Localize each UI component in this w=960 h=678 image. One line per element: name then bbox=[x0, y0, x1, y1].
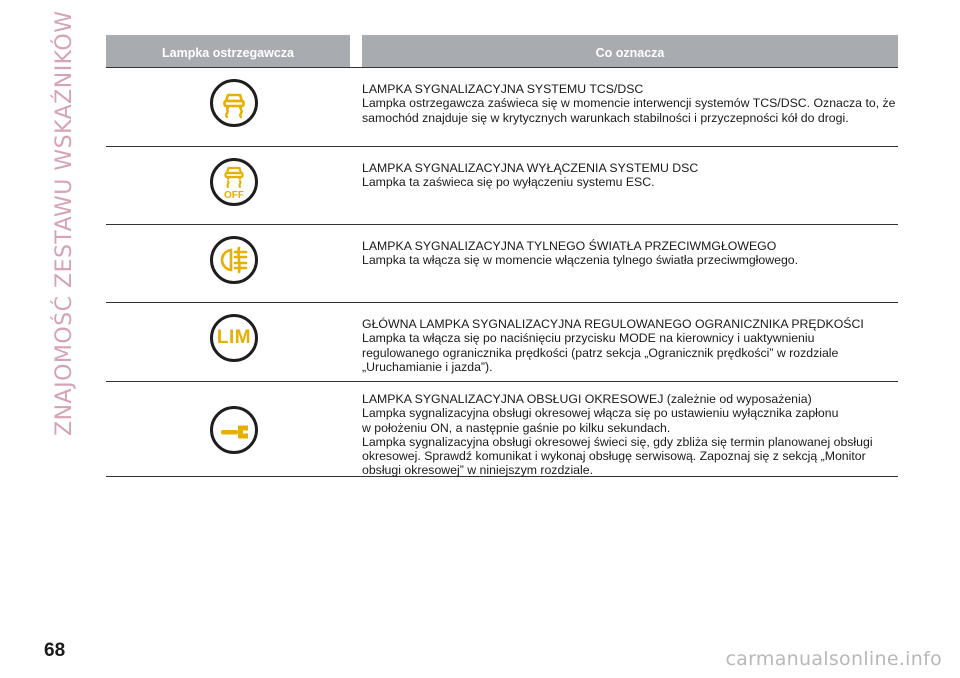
table-row bbox=[106, 224, 898, 302]
dsc-off-icon bbox=[210, 158, 258, 206]
meaning-text: LAMPKA SYGNALIZACYJNA TYLNEGO ŚWIATŁA PRZECIWMGŁOWEGO Lampka ta włącza się w momencie włączenia tylnego światła przeciwmgłowego. bbox=[362, 239, 799, 268]
meaning-cell bbox=[362, 303, 898, 381]
service-wrench-icon bbox=[210, 406, 258, 454]
header-warning-light: Lampka ostrzegawcza bbox=[106, 35, 350, 67]
table-row bbox=[106, 67, 898, 146]
meaning-text: LAMPKA SYGNALIZACYJNA WYŁĄCZENIA SYSTEMU DSC Lampka ta zaświeca się po wyłączeniu systemu ESC. bbox=[362, 161, 699, 190]
icon-cell bbox=[106, 382, 362, 476]
table-row bbox=[106, 381, 898, 477]
off-label: OFF bbox=[224, 190, 244, 201]
warning-lights-table bbox=[106, 35, 898, 477]
table-row bbox=[106, 146, 898, 224]
meaning-cell bbox=[362, 68, 898, 146]
watermark: carmanualsonline.info bbox=[725, 648, 942, 670]
rear-fog-light-icon bbox=[210, 236, 258, 284]
table-header bbox=[106, 35, 898, 67]
header-meaning: Co oznacza bbox=[362, 35, 898, 67]
chapter-side-title: ZNAJOMOŚĆ ZESTAWU WSKAŹNIKÓW bbox=[52, 10, 77, 436]
meaning-text: LAMPKA SYGNALIZACYJNA OBSŁUGI OKRESOWEJ (zależnie od wyposażenia) Lampka sygnalizacyjna obsługi okresowej włącza się po ustawieniu wyłącznika zapłonu w położeniu ON, a następnie gaśnie po kilku sekundach. Lampka sygnalizacyjna obsługi okresowej świeci się, gdy zbliża się termin planowanej obsługi okresowej. Sprawdź komunikat i wykonaj obsługę serwisową. Zapoznaj się z sekcją „Monitor obsługi okresowej” w niniejszym rozdziale. bbox=[362, 392, 873, 478]
speed-limiter-icon bbox=[210, 314, 258, 362]
meaning-cell bbox=[362, 147, 898, 224]
icon-cell bbox=[106, 225, 362, 302]
page-number: 68 bbox=[44, 640, 66, 661]
icon-cell bbox=[106, 147, 362, 224]
meaning-text: GŁÓWNA LAMPKA SYGNALIZACYJNA REGULOWANEGO OGRANICZNIKA PRĘDKOŚCI Lampka ta włącza się po naciśnięciu przycisku MODE na kierownicy i uaktywnieniu regulowanego ogranicznika prędkości (patrz sekcja „Ogranicznik prędkości” w rozdziale „Uruchamianie i jazda”). bbox=[362, 317, 864, 374]
meaning-cell bbox=[362, 382, 898, 476]
table-row bbox=[106, 302, 898, 381]
icon-cell bbox=[106, 68, 362, 146]
icon-cell bbox=[106, 303, 362, 381]
meaning-text: LAMPKA SYGNALIZACYJNA SYSTEMU TCS/DSC Lampka ostrzegawcza zaświeca się w momencie interwencji systemów TCS/DSC. Oznacza to, że samochód znajduje się w krytycznych warunkach stabilności i przyczepności kół do drogi. bbox=[362, 82, 896, 125]
meaning-cell bbox=[362, 225, 898, 302]
lim-label: LIM bbox=[216, 327, 252, 348]
traction-control-icon bbox=[210, 79, 258, 127]
